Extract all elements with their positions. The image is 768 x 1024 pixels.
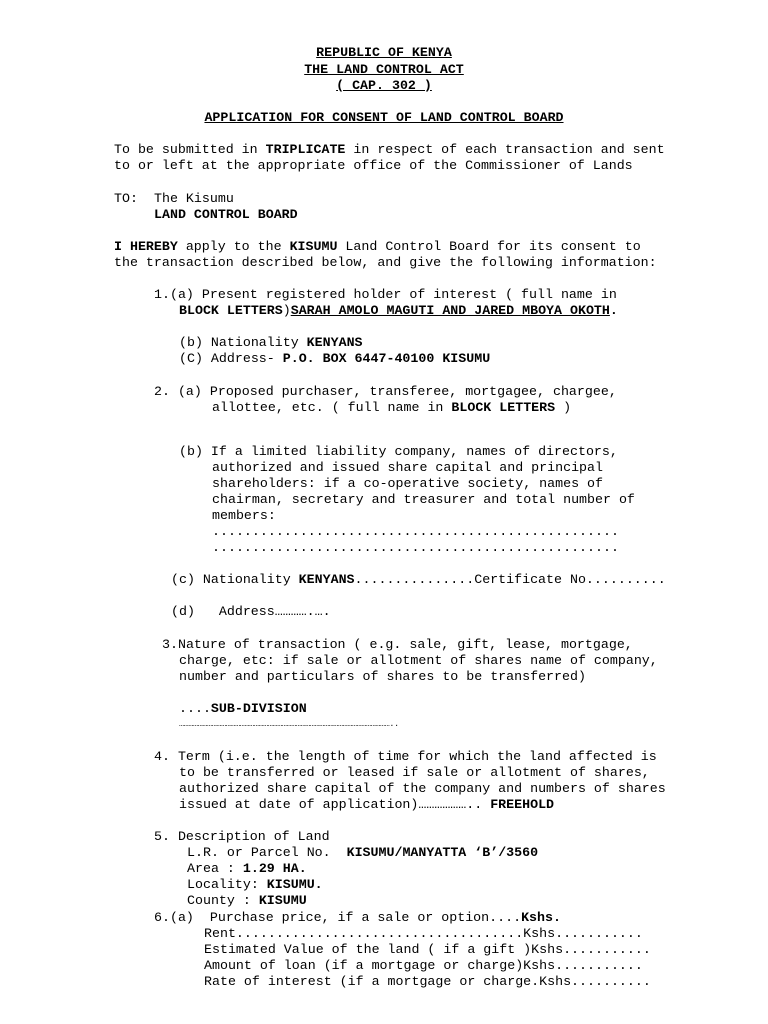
item2-c-nationality: (c) Nationality KENYANS...............Certificate No.......... (171, 572, 666, 587)
intro-line-2: to or left at the appropriate office of the Commissioner of Lands (114, 158, 633, 173)
item1-b-nationality: (b) Nationality KENYANS (179, 335, 363, 350)
item5-area: Area : 1.29 HA. (187, 861, 307, 876)
item3-line-1: 3.Nature of transaction ( e.g. sale, gift, lease, mortgage, (162, 637, 633, 652)
item5-parcel: L.R. or Parcel No. KISUMU/MANYATTA ‘B’/3560 (187, 845, 539, 860)
item3-dots: ……………………………………………………………………………………………………………………….. (179, 719, 399, 729)
item3-line-2: charge, etc: if sale or allotment of shares name of company, (179, 653, 658, 668)
country-heading: REPUBLIC OF KENYA (316, 45, 452, 60)
to-label: TO: (114, 191, 138, 206)
item6-interest-rate: Rate of interest (if a mortgage or charge.Kshs.......... (204, 974, 651, 989)
item1-a-line-2: BLOCK LETTERS)SARAH AMOLO MAGUTI AND JARED MBOYA OKOTH. (179, 303, 618, 318)
item2-b-dots-1: ................................................... (212, 524, 619, 539)
act-heading: THE LAND CONTROL ACT (304, 62, 464, 77)
item5-locality: Locality: KISUMU. (187, 877, 323, 892)
item3-line-3: number and particulars of shares to be transferred) (179, 669, 586, 684)
item3-value: ....SUB-DIVISION (179, 701, 307, 716)
item2-b-line-5: members: (212, 508, 276, 523)
item1-c-address: (C) Address- P.O. BOX 6447-40100 KISUMU (179, 351, 491, 366)
cap-heading: ( CAP. 302 ) (336, 78, 432, 93)
item4-line-3: authorized share capital of the company and numbers of shares (179, 781, 666, 796)
item5-county: County : KISUMU (187, 893, 307, 908)
item2-b-dots-2: ................................................... (212, 540, 619, 555)
item4-line-1: 4. Term (i.e. the length of time for which the land affected is (154, 749, 657, 764)
item6-loan-amount: Amount of loan (if a mortgage or charge)Kshs........... (204, 958, 643, 973)
declaration-line-2: the transaction described below, and give the following information: (114, 255, 657, 270)
item4-line-2: to be transferred or leased if sale or allotment of shares, (179, 765, 650, 780)
item4-line-4: issued at date of application)……………….. FREEHOLD (179, 797, 555, 812)
item2-a-line-2: allottee, etc. ( full name in BLOCK LETTERS ) (212, 400, 572, 415)
item6-a-purchase-price: 6.(a) Purchase price, if a sale or option....Kshs. (154, 910, 561, 925)
to-line-2: LAND CONTROL BOARD (154, 207, 298, 222)
item2-b-line-3: shareholders: if a co-operative society, names of (212, 476, 603, 491)
form-title: APPLICATION FOR CONSENT OF LAND CONTROL BOARD (204, 110, 564, 125)
item6-estimated-value: Estimated Value of the land ( if a gift )Kshs........... (204, 942, 651, 957)
item2-b-line-2: authorized and issued share capital and principal (212, 460, 603, 475)
item1-a-line-1: 1.(a) Present registered holder of interest ( full name in (154, 287, 617, 302)
item5-title: 5. Description of Land (154, 829, 330, 844)
item2-b-line-4: chairman, secretary and treasurer and total number of (212, 492, 635, 507)
item6-rent: Rent....................................Kshs........... (204, 926, 643, 941)
item2-b-line-1: (b) If a limited liability company, names of directors, (179, 444, 618, 459)
intro-line-1: To be submitted in TRIPLICATE in respect of each transaction and sent (114, 142, 665, 157)
item2-d-address: (d) Address………….…. (171, 604, 331, 619)
declaration-line-1: I HEREBY apply to the KISUMU Land Control Board for its consent to (114, 239, 641, 254)
item2-a-line-1: 2. (a) Proposed purchaser, transferee, mortgagee, chargee, (154, 384, 617, 399)
to-line-1: The Kisumu (154, 191, 234, 206)
